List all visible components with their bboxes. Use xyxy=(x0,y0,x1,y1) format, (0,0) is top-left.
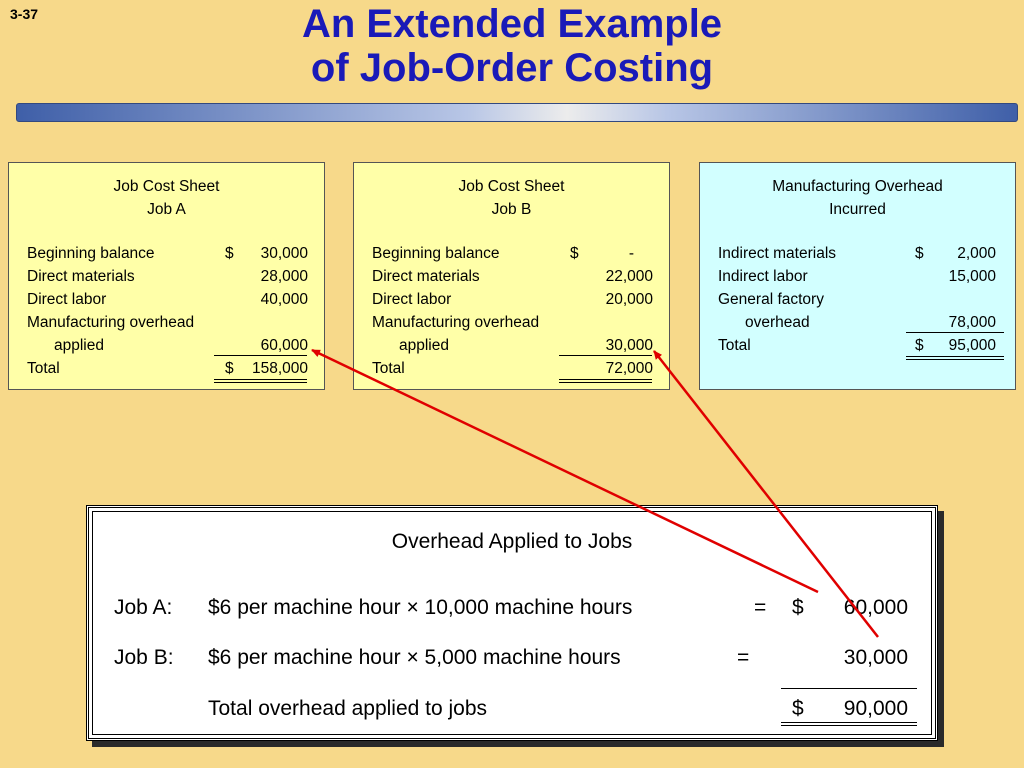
row-value: 158,000 xyxy=(251,360,308,377)
row-value: 22,000 xyxy=(605,268,653,285)
row-label: Direct labor xyxy=(27,291,107,308)
row-label: applied xyxy=(54,337,104,354)
title-line-1: An Extended Example xyxy=(301,2,723,46)
job-label: Job A: xyxy=(114,596,173,619)
currency-sign: $ xyxy=(792,596,804,619)
job-b-header-line2: Job B xyxy=(491,201,532,218)
row-label: Direct materials xyxy=(27,268,135,285)
arrow-job-a-overhead xyxy=(312,350,818,592)
row-value: 30,000 xyxy=(260,245,308,262)
row-label: Indirect labor xyxy=(718,268,808,285)
job-label: Job B: xyxy=(114,646,174,669)
row-label: Manufacturing overhead xyxy=(372,314,540,331)
row-label: Beginning balance xyxy=(372,245,500,262)
row-value: 78,000 xyxy=(948,314,996,331)
row-label: Indirect materials xyxy=(718,245,837,262)
row-label: Direct labor xyxy=(372,291,452,308)
row-currency: $ xyxy=(225,360,234,377)
row-label: overhead xyxy=(745,314,810,331)
equals-sign: = xyxy=(737,646,750,669)
row-value: 15,000 xyxy=(948,268,996,285)
job-b-header-line1: Job Cost Sheet xyxy=(458,178,565,195)
row-label: Beginning balance xyxy=(27,245,155,262)
row-value: 95,000 xyxy=(948,337,996,354)
row-currency: $ xyxy=(570,245,579,262)
slide-number: 3-37 xyxy=(10,6,39,22)
row-currency: $ xyxy=(225,245,234,262)
job-a-header-line2: Job A xyxy=(147,201,186,218)
row-value: 72,000 xyxy=(605,360,653,377)
arrow-job-b-overhead xyxy=(654,351,878,637)
overhead-header-line2: Incurred xyxy=(829,201,886,218)
row-label: Total xyxy=(372,360,405,377)
row-currency: $ xyxy=(915,337,924,354)
calc-description: $6 per machine hour × 5,000 machine hours xyxy=(208,646,621,669)
total-label: Total overhead applied to jobs xyxy=(208,697,488,720)
row-label: applied xyxy=(399,337,449,354)
applied-value: 30,000 xyxy=(843,646,908,669)
row-value: 30,000 xyxy=(605,337,653,354)
row-value: 2,000 xyxy=(957,245,996,262)
row-label: Total xyxy=(718,337,751,354)
calc-description: $6 per machine hour × 10,000 machine hours xyxy=(208,596,633,619)
job-a-header-line1: Job Cost Sheet xyxy=(113,178,220,195)
row-value: 20,000 xyxy=(605,291,653,308)
row-label: General factory xyxy=(718,291,824,308)
row-label: Direct materials xyxy=(372,268,480,285)
applied-value: 60,000 xyxy=(843,596,908,619)
equals-sign: = xyxy=(754,596,767,619)
row-value: - xyxy=(628,245,634,262)
row-value: 28,000 xyxy=(260,268,308,285)
total-value: 90,000 xyxy=(843,697,908,720)
currency-sign: $ xyxy=(792,697,804,720)
title-line-2: of Job-Order Costing xyxy=(310,46,714,90)
overhead-header-line1: Manufacturing Overhead xyxy=(772,178,943,195)
row-value: 60,000 xyxy=(260,337,308,354)
applied-box-title: Overhead Applied to Jobs xyxy=(391,530,633,553)
row-value: 40,000 xyxy=(260,291,308,308)
row-label: Manufacturing overhead xyxy=(27,314,195,331)
row-currency: $ xyxy=(915,245,924,262)
row-label: Total xyxy=(27,360,60,377)
